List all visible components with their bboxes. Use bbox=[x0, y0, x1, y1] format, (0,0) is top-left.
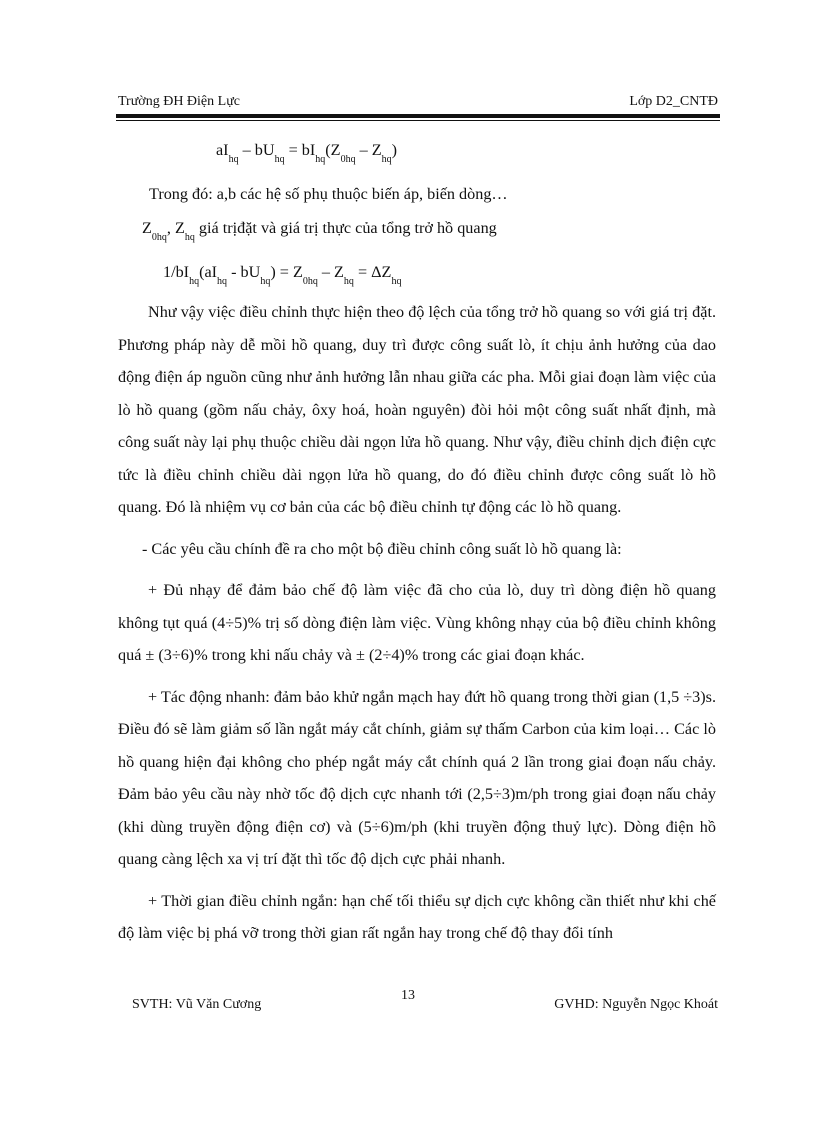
footer-supervisor: GVHD: Nguyễn Ngọc Khoát bbox=[554, 997, 718, 1012]
formula-impedance-deviation: $1/bI_{hq}(aI_{hq} - bU_{hq}) = Z_{0hq} - Z_{hq} = \Delta Z_{hq}$ bbox=[163, 263, 402, 287]
paragraph-sensitivity-requirement: + Đủ nhạy để đảm bảo chế độ làm việc đã cho của lò, duy trì dòng điện hồ quang không tụt quá (4÷5)% trị số dòng điện làm việc. Vùng không nhạy của bộ điều chỉnh không quá ± (3÷6)% trong khi nấu chảy và ± (2÷4)% trong các giai đoạn khác. bbox=[118, 581, 716, 664]
footer-student: SVTH: Vũ Văn Cương bbox=[132, 997, 262, 1012]
paragraph-fast-response-requirement: + Tác động nhanh: đảm bảo khử ngắn mạch hay đứt hồ quang trong thời gian (1,5 ÷3)s. Điều đó sẽ làm giảm số lần ngắt máy cắt chính, giảm sự thấm Carbon của kim loại… Các lò hồ quang hiện đại không cho phép ngắt máy cắt chính quá 2 lần trong giai đoạn nấu chảy. Đảm bảo yêu cầu này nhờ tốc độ dịch cực nhanh tới (2,5÷3)m/ph trong giai đoạn nấu chảy (khi dùng truyền động điện cơ) và (5÷6)m/ph (khi truyền động thuỷ lực). Dòng điện hồ quang càng lệch xa vị trí đặt thì tốc độ dịch cực phải nhanh. bbox=[118, 687, 716, 868]
header-class: Lớp D2_CNTĐ bbox=[629, 94, 718, 109]
paragraph-requirements-intro: - Các yêu cầu chính đề ra cho một bộ điều chỉnh công suất lò hồ quang là: bbox=[142, 539, 622, 558]
header-rule-thick bbox=[116, 114, 720, 118]
paragraph-short-regulation-time: + Thời gian điều chỉnh ngắn: hạn chế tối thiểu sự dịch cực không cần thiết như khi chế độ làm việc bị phá vỡ trong thời gian rất ngắn hay trong chế độ thay đổi tính bbox=[118, 891, 716, 942]
page-body bbox=[118, 130, 716, 950]
paragraph-regulation-principle: Như vậy việc điều chỉnh thực hiện theo độ lệch của tổng trở hồ quang so với giá trị đặt. Phương pháp này dễ mồi hồ quang, duy trì được công suất lò, ít chịu ảnh hưởng của dao động điện áp nguồn cũng như ảnh hưởng lẫn nhau giữa các pha. Mỗi giai đoạn làm việc của lò hồ quang (gồm nấu chảy, ôxy hoá, hoàn nguyên) đòi hỏi một công suất nhất định, mà công suất này lại phụ thuộc chiều dài ngọn lửa hồ quang. Như vậy, điều chỉnh dịch điện cực tức là điều chỉnh chiều dài ngọn lửa hồ quang, do đó điều chỉnh được công suất lò hồ quang. Đó là nhiệm vụ cơ bản của các bộ điều chỉnh tự động các lò hồ quang. bbox=[118, 303, 716, 516]
header-rule-thin bbox=[116, 120, 720, 121]
formula-arc-current-equation: $aI_{hq} - bU_{hq} = bI_{hq}(Z_{0hq} - Z_{hq})$ bbox=[216, 141, 398, 165]
coefficient-note: Trong đó: a,b các hệ số phụ thuộc biến áp, biến dòng… bbox=[149, 185, 508, 203]
impedance-definition: $Z_{0hq}$, $Z_{hq}$ giá trịđặt và giá trị thực của tổng trở hồ quang bbox=[142, 219, 497, 243]
page-number: 13 bbox=[401, 988, 415, 1003]
header-school: Trường ĐH Điện Lực bbox=[118, 94, 241, 109]
